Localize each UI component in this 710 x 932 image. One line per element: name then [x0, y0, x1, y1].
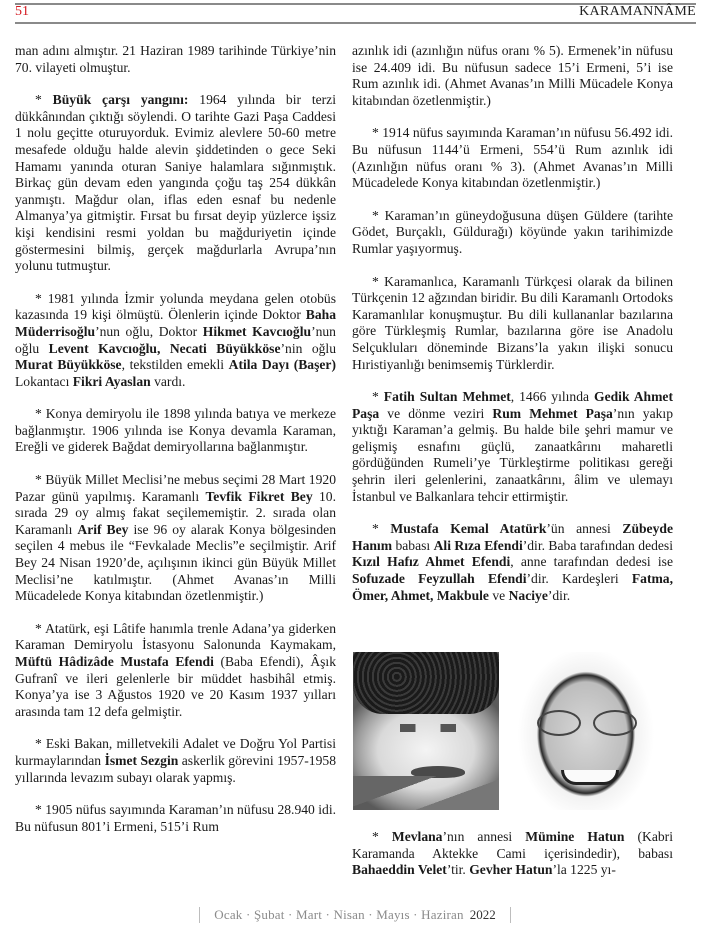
paragraph-continuation: man adını almıştır. 21 Haziran 1989 tarihinde Türkiye’nin 70. vilayeti olmuştur.	[15, 43, 336, 75]
footer-divider	[199, 907, 200, 923]
paragraph-otobus-kazasi: * 1981 yılında İzmir yolunda meydana gelen otobüs kazasında 19 kişi ölmüştü. Ölenlerin içinde Doktor Baha Müderrisoğlu’nun oğlu, Doktor Hikmet Kavcıoğlu’nun oğlu Levent Kavcıoğlu, Necati Büyükköse’nin oğlu Murat Büyükköse, tekstilden emekli Atila Dayı (Başer) Lokantacı Fikri Ayaslan vardı.	[15, 290, 337, 389]
left-column	[15, 43, 336, 851]
paragraph-mevlana: * Mevlana’nın annesi Mümine Hatun (Kabri Karamanda Aktekke Cami içerisindedir), babası Bahaeddin Velet’tir. Gevher Hatun’la 1225 yı-	[352, 829, 673, 878]
paragraph-carsi-yangini: * Büyük çarşı yangını: 1964 yılında bir terzi dükkânından çıktığı söylendi. O tarihte Gazi Paşa Caddesi 1 nolu geçitte oturuyorduk. Evimiz alevlere 50-60 metre mesafede olduğu halde alevin şiddetinden o gece Seki Hamamı yanında oturan Saniye halamlara sığınmıştık. Birkaç gün devam eden yangında çoğu taş 254 dükkân yanmıştı. Mağdur olan, iflas eden esnaf bu nedenle Almanya’ya gitmiştir. Fırsat bu fırsat deyip yüzlerce işsiz kişi kendisini resmi yoldan bu mağduriyetin içinde göstermesini bilmiş, gerçek mağdurlarla Avrupa’nın yolunu tutmuştur.	[15, 92, 336, 274]
portrait-photos	[352, 652, 674, 812]
paragraph-1914-nufus: * 1914 nüfus sayımında Karaman’ın nüfusu 56.492 idi. Bu nüfusun 1144’ü Ermeni, 554’ü Rum azınlık idi (Azınlığın nüfus oranı % 3). (Ahmet Avanas’ın Milli Mücadelede Konya kitabından özetlenmiştir.)	[352, 125, 673, 191]
page-footer	[0, 906, 710, 923]
right-column	[352, 43, 673, 620]
footer-issue-months: Ocak · Şubat · Mart · Nisan · Mayıs · Haziran	[214, 907, 464, 923]
paragraph-konya-demiryolu: * Konya demiryolu ile 1898 yılında batıya ve merkeze bağlanmıştır. 1906 yılında ise Konya devamla Karaman, Ereğli ve giderek Bağdat demiryollarına bağlanmıştır.	[15, 406, 336, 455]
paragraph-ataturk-ailesi: * Mustafa Kemal Atatürk’ün annesi Zübeyde Hanım babası Ali Rıza Efendi’dir. Baba tarafından dedesi Kızıl Hafız Ahmet Efendi, anne tarafından dedesi ise Sofuzade Feyzullah Efendi’dir. Kardeşleri Fatma, Ömer, Ahmet, Makbule ve Naciye’dir.	[352, 521, 674, 603]
footer-divider	[510, 907, 511, 923]
paragraph-mebus-secimi: * Büyük Millet Meclisi’ne mebus seçimi 28 Mart 1920 Pazar günü yapılmış. Karamanlı Tevfik Fikret Bey 10. sırada 29 oy almış fakat seçilememiştir. 2. sırada olan Karamanlı Arif Bey ise 96 oy alarak Konya bölgesinden seçilen 4 mebus ile “Fevkalade Meclis”e seçilmiştir. Arif Bey 24 Nisan 1920’de, açılışının ikinci gün Büyük Millet Meclisi’ne katılmıştır. (Ahmet Avanas’ın Milli Mücadelede Konya kitabından özetlenmiştir.)	[15, 472, 336, 604]
paragraph-ismet-sezgin: * Eski Bakan, milletvekili Adalet ve Doğru Yol Partisi kurmaylarından İsmet Sezgin askerlik görevini 1957-1958 yıllarında levazım subayı olarak yapmış.	[15, 736, 336, 785]
paragraph-guldere: * Karaman’ın güneydoğusuna düşen Güldere (tarihte Gödet, Burçaklı, Güldurağı) köyünde yakın tarihimizde Rumlar yaşıyormuş.	[352, 207, 673, 256]
page-number: 51	[15, 4, 29, 19]
paragraph-ataturk-karaman: * Atatürk, eşi Lâtife hanımla trenle Adana’ya giderken Karaman Demiryolu İstasyonu Salonunda Kaymakam, Müftü Hâdizâde Mustafa Efendi (Baba Efendi), Âşık Gufranî ve ileri gelenlerle bir müddet hasbihâl etmiş. Konya’ya ise 3 Ağustos 1920 ve 20 Kasım 1937 yılları arasında tam 12 defa gelmiştir.	[15, 620, 336, 719]
paragraph-karamanlica: * Karamanlıca, Karamanlı Türkçesi olarak da bilinen Türkçenin 12 ağzından biridir. Bu dili Karamanlı Ortodoks Karamanlılar konuşmuştur. Bu dili kullananlar bazılarına göre Türkleşmiş Rumlar, bazılarına göre ise Anadolu Selçukluları döneminde Bizans’la yakın ilişki sonucu Hıristiyanlığı benimsemiş Türklerdir.	[352, 273, 673, 372]
footer-issue-year: 2022	[469, 907, 496, 923]
paragraph-fatih-sultan-mehmet: * Fatih Sultan Mehmet, 1466 yılında Gedik Ahmet Paşa ve dönme veziri Rum Mehmet Paşa’nın yakıp yıktığı Karaman’a gelmiş. Bu halde bile şehri mamur ve gelişmiş esnafını güçlü, zanaatkârını maharetli gördüğünden Rumeli’ye Türkleştirme politikası gereği şehrin ileri gelenlerini, zanaatkârını, âlim ve ulemayı İstanbul ve Balkanlara tehcir ettirmiştir.	[352, 389, 673, 504]
header-rule-bottom	[15, 22, 696, 24]
right-column-bottom	[352, 829, 673, 895]
paragraph-1905-nufus: * 1905 nüfus sayımında Karaman’ın nüfusu 28.940 idi. Bu nüfusun 801’i Ermeni, 515’i Rum	[15, 802, 336, 834]
ataturk-portrait-image	[353, 652, 499, 810]
paragraph-continuation: azınlık idi (azınlığın nüfus oranı % 5). Ermenek’in nüfusu ise 24.409 idi. Bu nüfusun sadece 15’i Ermeni, 5’i ise Rum azınlık idi. (Ahmet Avanas’ın Milli Mücadele Konya kitabından özetlenmiştir.)	[352, 43, 673, 108]
running-title: KARAMANNÂME	[579, 4, 696, 19]
zubeyde-hanim-portrait-image	[515, 652, 657, 810]
